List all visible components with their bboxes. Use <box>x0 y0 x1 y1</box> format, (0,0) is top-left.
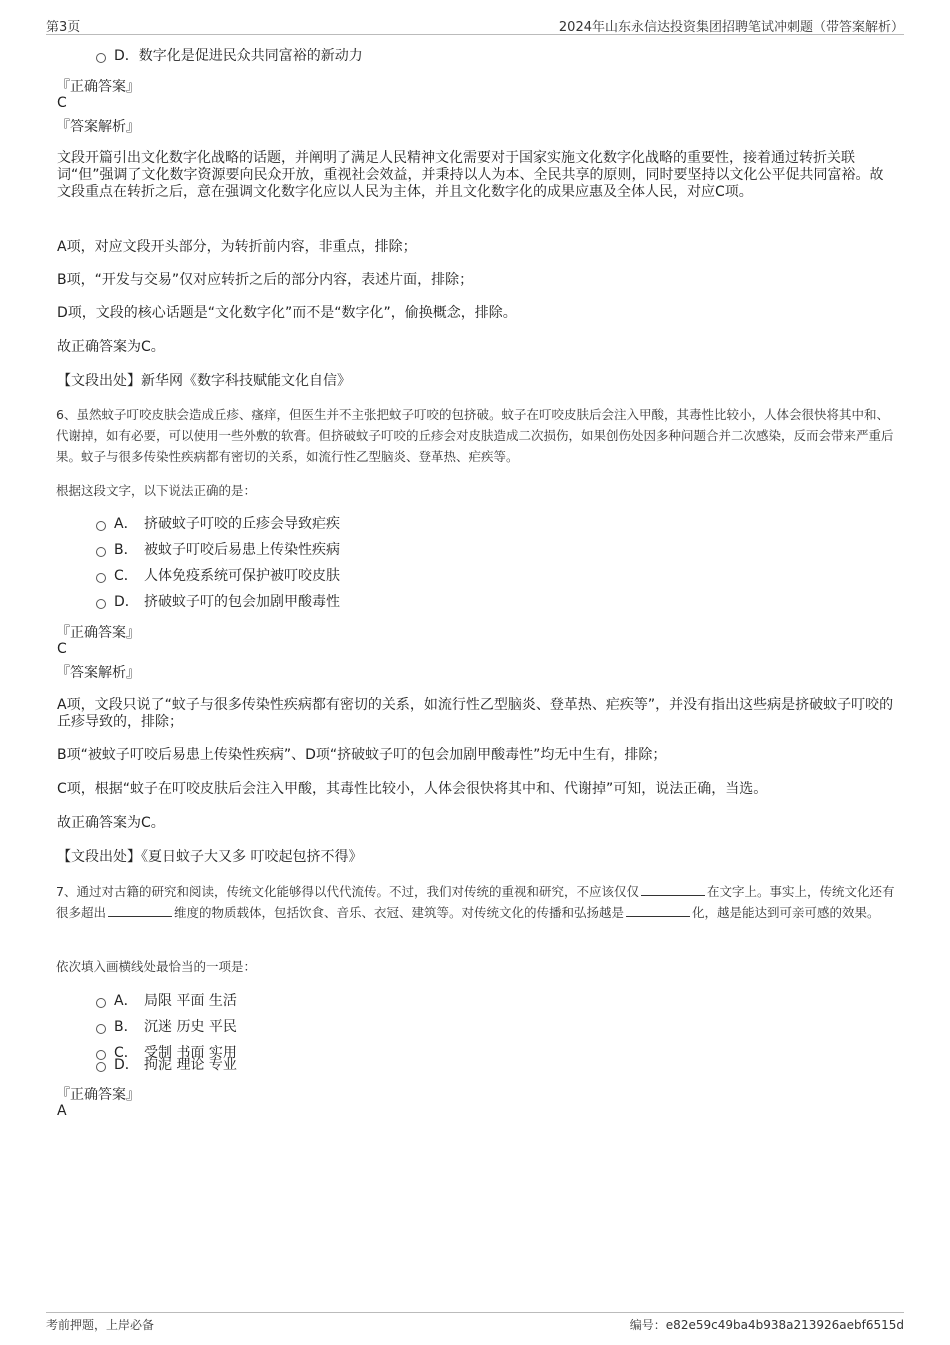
radio-icon[interactable] <box>96 998 106 1008</box>
footer-slogan: 考前押题，上岸必备 <box>46 1318 155 1332</box>
page-footer <box>46 1312 904 1335</box>
option-letter: C． <box>114 568 138 584</box>
option-text: 局限 平面 生活 <box>144 993 237 1009</box>
q6-option-d[interactable] <box>96 592 340 612</box>
q7-option-a[interactable] <box>96 991 237 1011</box>
radio-icon[interactable] <box>96 547 106 557</box>
code-value: e82e59c49ba4b938a213926aebf6515d <box>665 1318 904 1332</box>
option-text: 人体免疫系统可保护被叮咬皮肤 <box>144 568 340 584</box>
document-code <box>630 1316 904 1333</box>
q5-analysis-0: 文段开篇引出文化数字化战略的话题，并阐明了满足人民精神文化需要对于国家实施文化数字化战略的重要性，接着通过转折关联词“但”强调了文化数字资源要向民众开放，重视社会效益，并秉持以人为本、全民共享的原则，同时要坚持以文化公平促共同富裕。故文段重点在转折之后，意在强调文化数字化应以人民为主体，并且文化数字化的成果应惠及全体人民，对应C项。 <box>57 150 884 200</box>
radio-icon[interactable] <box>96 1024 106 1034</box>
page-number: 第3页 <box>46 20 81 35</box>
q6-analysis-1: B项“被蚊子叮咬后易患上传染性疾病”、D项“挤破蚊子叮的包会加剧甲酸毒性”均无中生有，排除； <box>57 747 667 763</box>
q7-text-part: 维度的物质载体，包括饮食、音乐、衣冠、建筑等。对传统文化的传播和弘扬越是 <box>174 905 625 920</box>
radio-icon[interactable] <box>96 53 106 63</box>
q5-source: 【文段出处】新华网《数字科技赋能文化自信》 <box>57 373 351 389</box>
radio-icon[interactable] <box>96 599 106 609</box>
document-title: 2024年山东永信达投资集团招聘笔试冲刺题（带答案解析） <box>558 20 904 35</box>
radio-icon[interactable] <box>96 573 106 583</box>
q5-analysis-4: 故正确答案为C。 <box>57 339 165 355</box>
q7-text-part: 化，越是能达到可亲可感的效果。 <box>692 905 880 920</box>
option-text: 数字化是促进民众共同富裕的新动力 <box>138 48 363 64</box>
q5-answer-label: 『正确答案』 <box>56 79 140 95</box>
page-header <box>46 14 904 35</box>
option-text: 挤破蚊子叮咬的丘疹会导致疟疾 <box>144 516 340 532</box>
q6-option-b[interactable] <box>96 540 340 560</box>
q7-option-b[interactable] <box>96 1017 237 1037</box>
fill-blank <box>108 904 172 917</box>
q7-text <box>56 881 898 923</box>
option-text: 挤破蚊子叮的包会加剧甲酸毒性 <box>144 594 340 610</box>
q5-analysis-3: D项，文段的核心话题是“文化数字化”而不是“数字化”，偷换概念，排除。 <box>57 305 517 321</box>
q7-text-part: 7、通过对古籍的研究和阅读，传统文化能够得以代代流传。不过，我们对传统的重视和研究，不应该仅仅 <box>56 884 639 899</box>
q6-prompt: 根据这段文字，以下说法正确的是： <box>56 483 257 498</box>
q7-option-d[interactable] <box>96 1055 237 1075</box>
q7-answer-label: 『正确答案』 <box>56 1087 140 1103</box>
q6-answer-label: 『正确答案』 <box>56 625 140 641</box>
q6-analysis-0: A项，文段只说了“蚊子与很多传染性疾病都有密切的关系，如流行性乙型脑炎、登革热、疟疾等”，并没有指出这些病是挤破蚊子叮咬的丘疹导致的，排除； <box>57 697 894 730</box>
option-text: 被蚊子叮咬后易患上传染性疾病 <box>144 542 340 558</box>
radio-icon[interactable] <box>96 1062 106 1072</box>
q5-analysis-label: 『答案解析』 <box>56 119 140 135</box>
q6-source: 【文段出处】《夏日蚊子大又多 叮咬起包挤不得》 <box>57 849 363 865</box>
code-label: 编号： <box>629 1318 666 1332</box>
option-letter: A． <box>114 516 138 532</box>
q6-analysis-3: 故正确答案为C。 <box>57 815 165 831</box>
option-text: 沉迷 历史 平民 <box>144 1019 237 1035</box>
option-letter: B． <box>114 1019 138 1035</box>
option-text: 拘泥 理论 专业 <box>144 1057 237 1073</box>
q5-answer: C <box>57 95 67 111</box>
q6-analysis-label: 『答案解析』 <box>56 665 140 681</box>
q6-option-c[interactable] <box>96 566 340 586</box>
q5-option-d[interactable] <box>96 46 363 66</box>
q7-prompt: 依次填入画横线处最恰当的一项是： <box>56 959 257 974</box>
option-letter: C． <box>114 1045 138 1061</box>
option-text: 受制 书面 实用 <box>144 1045 237 1061</box>
option-letter: D． <box>114 48 139 64</box>
option-letter: D． <box>114 594 139 610</box>
q6-text: 6、虽然蚊子叮咬皮肤会造成丘疹、瘙痒，但医生并不主张把蚊子叮咬的包挤破。蚊子在叮咬皮肤后会注入甲酸，其毒性比较小，人体会很快将其中和、代谢掉，如有必要，可以使用一些外敷的软膏。但挤破蚊子叮咬的丘疹会对皮肤造成二次损伤，如果创伤处因多种问题合并二次感染，反而会带来严重后果。蚊子与很多传染性疾病都有密切的关系，如流行性乙型脑炎、登革热、疟疾等。 <box>56 407 894 464</box>
q5-analysis-2: B项，“开发与交易”仅对应转折之后的部分内容，表述片面，排除； <box>57 272 474 288</box>
q7-answer: A <box>57 1103 67 1119</box>
q7-text-part: 在文字上。事实上，传统文化还有很多超出 <box>56 884 895 920</box>
q6-analysis-2: C项，根据“蚊子在叮咬皮肤后会注入甲酸，其毒性比较小，人体会很快将其中和、代谢掉”可知，说法正确，当选。 <box>57 781 768 797</box>
option-letter: D． <box>114 1057 139 1073</box>
fill-blank <box>626 904 690 917</box>
radio-icon[interactable] <box>96 521 106 531</box>
q6-answer: C <box>57 641 67 657</box>
option-letter: A． <box>114 993 138 1009</box>
option-letter: B． <box>114 542 138 558</box>
fill-blank <box>641 883 705 896</box>
q5-analysis-1: A项，对应文段开头部分，为转折前内容，非重点，排除； <box>57 239 417 255</box>
q6-option-a[interactable] <box>96 514 340 534</box>
